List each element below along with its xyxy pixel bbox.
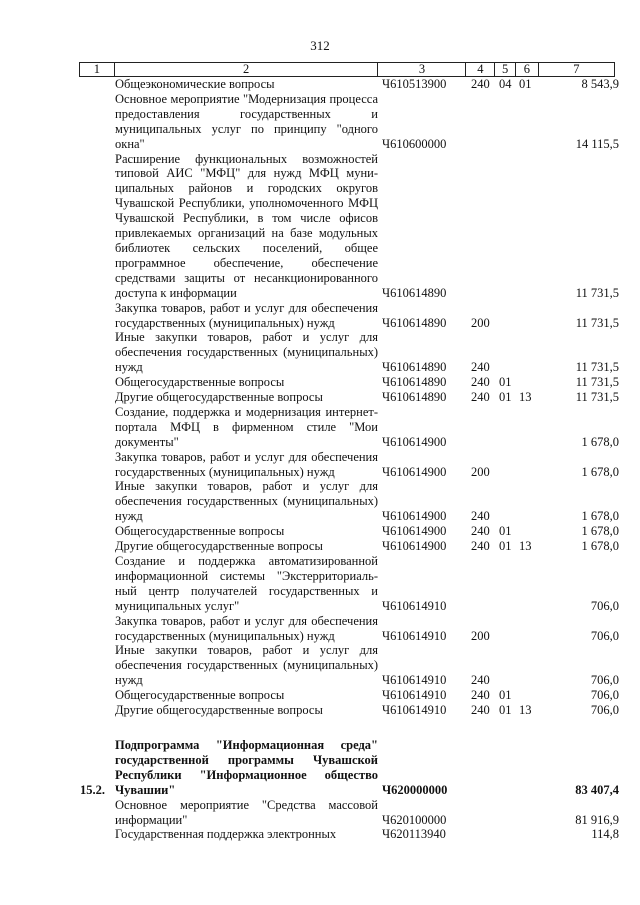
expense-type: 200 [471, 464, 490, 479]
target-code: Ч610614910 [382, 673, 447, 688]
expense-type: 240 [471, 524, 490, 539]
amount: 14 115,5 [575, 136, 619, 151]
amount: 1 678,0 [581, 539, 619, 554]
target-code: Ч620113940 [382, 827, 446, 842]
table-row [0, 301, 640, 331]
table-row [0, 330, 640, 375]
header-col-1: 1 [80, 63, 115, 77]
amount: 83 407,4 [575, 782, 619, 797]
table-row [0, 688, 640, 703]
table-row [0, 152, 640, 301]
target-code: Ч610614890 [382, 285, 447, 300]
target-code: Ч610513900 [382, 77, 447, 91]
amount: 11 731,5 [575, 375, 619, 390]
item-name: Общегосударственные вопросы [115, 375, 285, 390]
expense-type: 200 [471, 628, 490, 643]
table-row [0, 479, 640, 524]
header-col-4: 4 [466, 63, 495, 77]
expense-type: 240 [471, 509, 490, 524]
table-row [0, 643, 640, 688]
expense-type: 240 [471, 390, 490, 405]
table-row [0, 375, 640, 390]
item-name: Закупка товаров, работ и услуг для обеспечения государственных (муниципальных) нужд [115, 613, 378, 643]
subsection: 01 [519, 77, 532, 91]
expense-type: 240 [471, 703, 490, 718]
amount: 706,0 [590, 628, 619, 643]
item-name: Основное мероприятие "Средства массовой информации" [115, 797, 378, 827]
table-row [0, 614, 640, 644]
target-code: Ч610614890 [382, 360, 447, 375]
target-code: Ч610614900 [382, 434, 447, 449]
amount: 1 678,0 [581, 509, 619, 524]
subsection: 13 [519, 539, 532, 554]
row-number: 15.2. [80, 782, 105, 797]
section: 04 [499, 77, 512, 91]
target-code: Ч610614900 [382, 464, 447, 479]
item-name: Общегосударственные вопросы [115, 524, 285, 539]
header-col-2: 2 [114, 63, 378, 77]
item-name: Закупка товаров, работ и услуг для обеспечения государственных (муниципальных) нужд [115, 300, 378, 330]
item-name: Другие общегосударственные вопросы [115, 539, 323, 554]
item-name: Иные закупки товаров, работ и услуг для обеспечения государственных (муниципальных) нужд [115, 479, 378, 524]
target-code: Ч610614910 [382, 703, 447, 718]
expense-type: 240 [471, 539, 490, 554]
subsection: 13 [519, 703, 532, 718]
target-code: Ч610614900 [382, 524, 447, 539]
amount: 114,8 [591, 827, 619, 842]
target-code: Ч610614900 [382, 539, 447, 554]
header-col-5: 5 [495, 63, 516, 77]
table-row [0, 524, 640, 539]
item-name: Другие общегосударственные вопросы [115, 390, 323, 405]
table-row [0, 390, 640, 405]
section: 01 [499, 539, 512, 554]
section: 01 [499, 390, 512, 405]
header-col-7: 7 [538, 63, 614, 77]
item-name: Закупка товаров, работ и услуг для обеспечения государственных (муниципальных) нужд [115, 449, 378, 479]
section: 01 [499, 703, 512, 718]
amount: 81 916,9 [575, 812, 619, 827]
expense-type: 240 [471, 688, 490, 703]
header-col-6: 6 [516, 63, 539, 77]
target-code: Ч620000000 [382, 782, 448, 797]
target-code: Ч610614910 [382, 628, 447, 643]
target-code: Ч610614890 [382, 315, 447, 330]
section: 01 [499, 375, 512, 390]
target-code: Ч610600000 [382, 136, 447, 151]
table-row [0, 405, 640, 450]
table-row [0, 827, 640, 842]
header-col-3: 3 [378, 63, 466, 77]
item-name: Общегосударственные вопросы [115, 688, 285, 703]
amount: 11 731,5 [575, 390, 619, 405]
table-header [79, 62, 615, 77]
table-row [0, 77, 640, 92]
target-code: Ч610614910 [382, 688, 447, 703]
section: 01 [499, 524, 512, 539]
amount: 706,0 [590, 598, 619, 613]
item-name: Иные закупки товаров, работ и услуг для обеспечения государственных (муниципальных) нужд [115, 330, 378, 375]
amount: 11 731,5 [575, 285, 619, 300]
amount: 8 543,9 [581, 77, 619, 91]
table-row [0, 738, 640, 798]
amount: 706,0 [590, 703, 619, 718]
table-row [0, 703, 640, 718]
item-name: Иные закупки товаров, работ и услуг для обеспечения государственных (муниципальных) нужд [115, 643, 378, 688]
target-code: Ч610614910 [382, 598, 447, 613]
amount: 706,0 [590, 673, 619, 688]
expense-type: 200 [471, 315, 490, 330]
amount: 706,0 [590, 688, 619, 703]
table-row [0, 450, 640, 480]
table-row [0, 539, 640, 554]
item-name: Подпрограмма "Информационная среда" государственной программы Чувашской Республики "Информационное общество Чувашии" [115, 737, 378, 797]
target-code: Ч610614890 [382, 390, 447, 405]
target-code: Ч610614890 [382, 375, 447, 390]
subsection: 13 [519, 390, 532, 405]
budget-table-body [0, 77, 640, 842]
amount: 1 678,0 [581, 434, 619, 449]
page-number: 312 [310, 38, 330, 53]
item-name: Создание, поддержка и модернизация интернет-портала МФЦ в фирменном стиле "Мои документы" [115, 404, 378, 449]
amount: 1 678,0 [581, 524, 619, 539]
item-name: Создание и поддержка автоматизированной информационной системы "Экстерриториальный центр получателей государственных и муниципальных услуг" [115, 554, 378, 613]
target-code: Ч620100000 [382, 812, 447, 827]
item-name: Общеэкономические вопросы [115, 77, 275, 91]
item-name: Другие общегосударственные вопросы [115, 703, 323, 718]
amount: 11 731,5 [575, 315, 619, 330]
expense-type: 240 [471, 77, 490, 91]
table-row [0, 554, 640, 614]
table-row [0, 92, 640, 152]
expense-type: 240 [471, 375, 490, 390]
item-name: Расширение функциональных возможностей типовой АИС "МФЦ" для нужд МФЦ муниципальных районов и городских округов Чувашской Республики, уполномоченного МФЦ Чувашской Республики, в том числе офисов привлекаемых организаций на базе модульных библиотек сельских поселений, общее программное обеспечение, обеспечение средствами защиты от несанкционированного доступа к информации [115, 151, 378, 300]
target-code: Ч610614900 [382, 509, 447, 524]
item-name: Государственная поддержка электронных [115, 827, 337, 842]
expense-type: 240 [471, 673, 490, 688]
item-name: Основное мероприятие "Модернизация процесса предоставления государственных и муниципальных услуг по принципу "одного окна" [115, 91, 378, 151]
amount: 1 678,0 [581, 464, 619, 479]
table-row [0, 798, 640, 828]
amount: 11 731,5 [575, 360, 619, 375]
expense-type: 240 [471, 360, 490, 375]
section: 01 [499, 688, 512, 703]
